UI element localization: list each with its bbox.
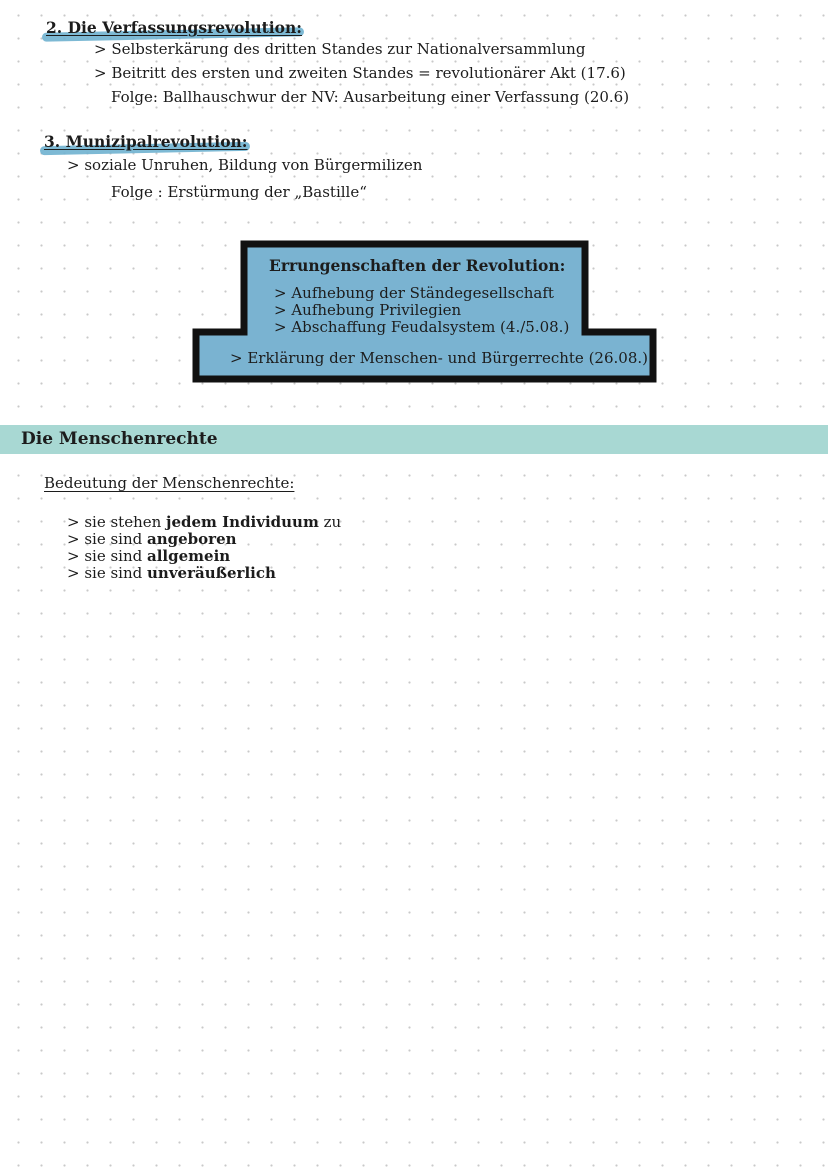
achievements-title: Errungenschaften der Revolution: <box>269 256 566 275</box>
right-keyword: allgemein <box>147 547 231 565</box>
section-2-consequence: Folge: Ballhauschwur der NV: Ausarbeitung einer Verfassung (20.6) <box>111 88 630 106</box>
right-prefix: > sie sind <box>67 530 148 548</box>
right-prefix: > sie stehen <box>67 513 167 531</box>
right-prefix: > sie sind <box>67 547 148 565</box>
achievement-human-rights: > Erklärung der Menschen- und Bürgerrechte (26.08.) <box>230 349 648 367</box>
right-item <box>67 565 276 582</box>
bedeutung-subheading: Bedeutung der Menschenrechte: <box>44 474 295 492</box>
right-prefix: > sie sind <box>67 564 148 582</box>
right-item <box>67 531 237 548</box>
right-suffix: zu <box>318 513 342 531</box>
achievement-item: > Abschaffung Feudalsystem (4./5.08.) <box>274 318 570 336</box>
section-3-line-1: > soziale Unruhen, Bildung von Bürgermilizen <box>67 156 423 174</box>
achievement-item: > Aufhebung Privilegien <box>274 301 462 319</box>
section-2-heading: 2. Die Verfassungsrevolution: <box>46 18 302 37</box>
right-keyword: angeboren <box>147 530 237 548</box>
achievement-item: > Aufhebung der Ständegesellschaft <box>274 284 554 302</box>
right-item <box>67 548 230 565</box>
section-3-consequence: Folge : Erstürmung der „Bastille“ <box>111 183 367 201</box>
achievements-box <box>192 240 658 384</box>
right-item <box>67 514 341 531</box>
right-keyword: jedem Individuum <box>166 513 319 531</box>
right-keyword: unveräußerlich <box>147 564 276 582</box>
menschenrechte-title: Die Menschenrechte <box>21 429 218 449</box>
section-2-line-1: > Selbsterkärung des dritten Standes zur Nationalversammlung <box>94 40 586 58</box>
section-3-heading: 3. Munizipalrevolution: <box>44 132 248 151</box>
section-2-line-2: > Beitritt des ersten und zweiten Standes = revolutionärer Akt (17.6) <box>94 64 626 82</box>
section-band <box>0 425 828 454</box>
